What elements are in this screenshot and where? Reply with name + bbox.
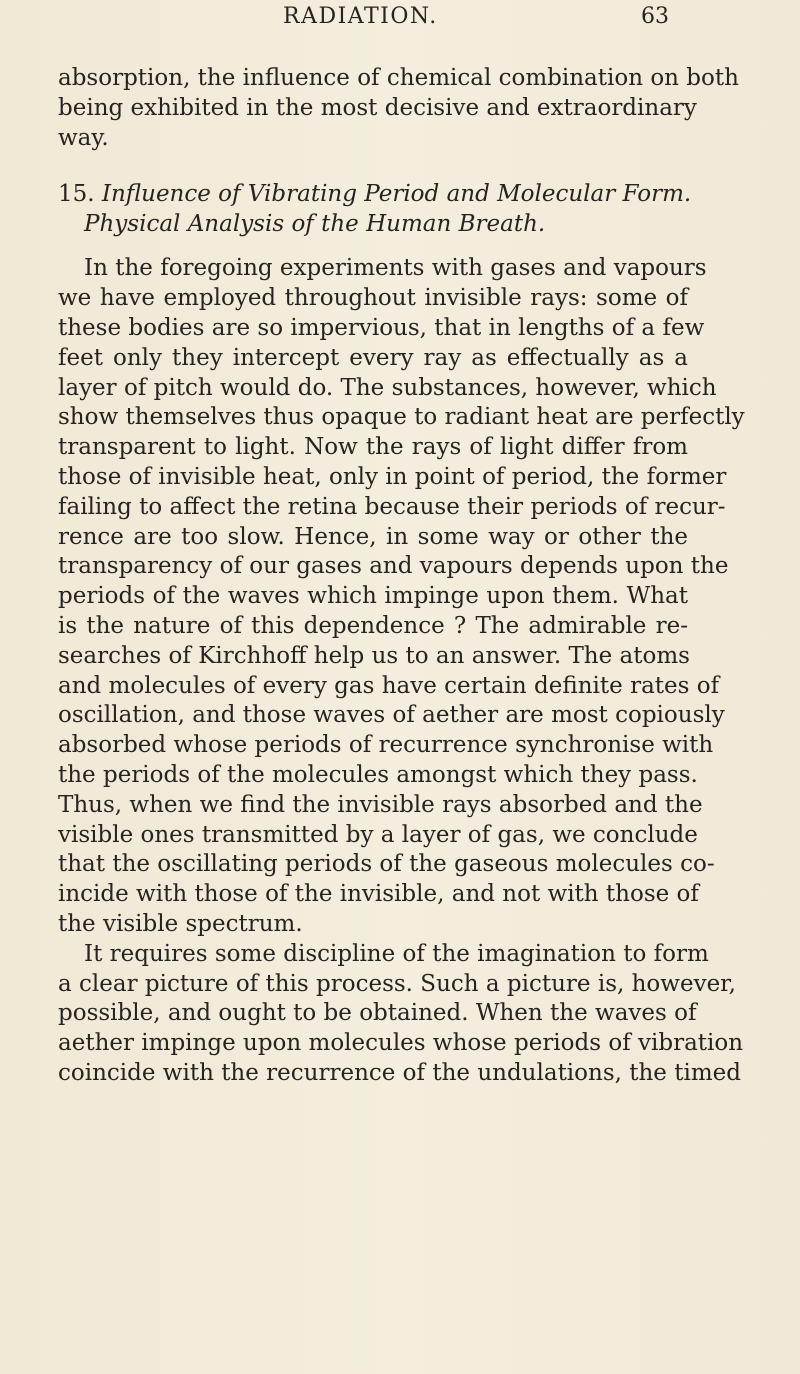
page-number: 63 xyxy=(641,4,669,29)
text-line: It requires some discipline of the imagination to form xyxy=(84,940,709,967)
text-line: incide with those of the invisible, and not with those of xyxy=(58,881,699,908)
text-line: Thus, when we find the invisible rays absorbed and the xyxy=(58,791,703,818)
section-title-line-1: Influence of Vibrating Period and Molecular Form. xyxy=(101,181,692,208)
text-line: feet only they intercept every ray as effectually as a xyxy=(58,344,688,371)
section-title-line-2: Physical Analysis of the Human Breath. xyxy=(84,211,546,238)
text-line: these bodies are so impervious, that in lengths of a few xyxy=(58,314,705,341)
text-line: In the foregoing experiments with gases and vapours xyxy=(84,255,707,282)
body-text xyxy=(58,64,745,1089)
text-line: absorbed whose periods of recurrence synchronise with xyxy=(58,732,714,759)
text-line: visible ones transmitted by a layer of gas, we conclude xyxy=(58,821,698,848)
section-heading-line-1 xyxy=(58,180,692,210)
text-line: layer of pitch would do. The substances, however, which xyxy=(58,374,717,401)
text-line: that the oscillating periods of the gaseous molecules co- xyxy=(58,851,715,878)
text-line: a clear picture of this process. Such a picture is, however, xyxy=(58,970,736,997)
continuation-paragraph xyxy=(58,64,739,153)
text-line: those of invisible heat, only in point of period, the former xyxy=(58,463,727,490)
text-line: absorption, the influence of chemical combination on both xyxy=(58,65,739,91)
running-title: RADIATION. xyxy=(283,4,438,29)
text-line: periods of the waves which impinge upon them. What xyxy=(58,583,688,610)
section-heading xyxy=(58,180,692,240)
section-number: 15. xyxy=(58,181,95,208)
text-line: way. xyxy=(58,124,109,151)
text-line: is the nature of this dependence ? The admirable re- xyxy=(58,612,688,639)
text-line: show themselves thus opaque to radiant heat are perfectly xyxy=(58,404,745,431)
text-line: the visible spectrum. xyxy=(58,910,303,937)
paragraph-2 xyxy=(58,940,744,1089)
text-line: aether impinge upon molecules whose periods of vibration xyxy=(58,1030,744,1057)
text-line: the periods of the molecules amongst which they pass. xyxy=(58,761,698,788)
text-line: searches of Kirchhoff help us to an answer. The atoms xyxy=(58,642,690,669)
text-line: coincide with the recurrence of the undulations, the timed xyxy=(58,1059,741,1086)
text-line: possible, and ought to be obtained. When the waves of xyxy=(58,1000,697,1027)
text-line: transparent to light. Now the rays of light differ from xyxy=(58,434,688,461)
text-line: and molecules of every gas have certain definite rates of xyxy=(58,672,720,699)
text-line: we have employed throughout invisible rays: some of xyxy=(58,285,688,312)
text-line: rence are too slow. Hence, in some way or other the xyxy=(58,523,688,550)
paragraph-1 xyxy=(58,254,745,939)
text-line: being exhibited in the most decisive and extraordinary xyxy=(58,94,697,121)
running-header xyxy=(0,4,800,44)
text-line: transparency of our gases and vapours depends upon the xyxy=(58,553,729,580)
text-line: failing to affect the retina because their periods of recur- xyxy=(58,493,726,520)
text-line: oscillation, and those waves of aether are most copiously xyxy=(58,702,725,729)
